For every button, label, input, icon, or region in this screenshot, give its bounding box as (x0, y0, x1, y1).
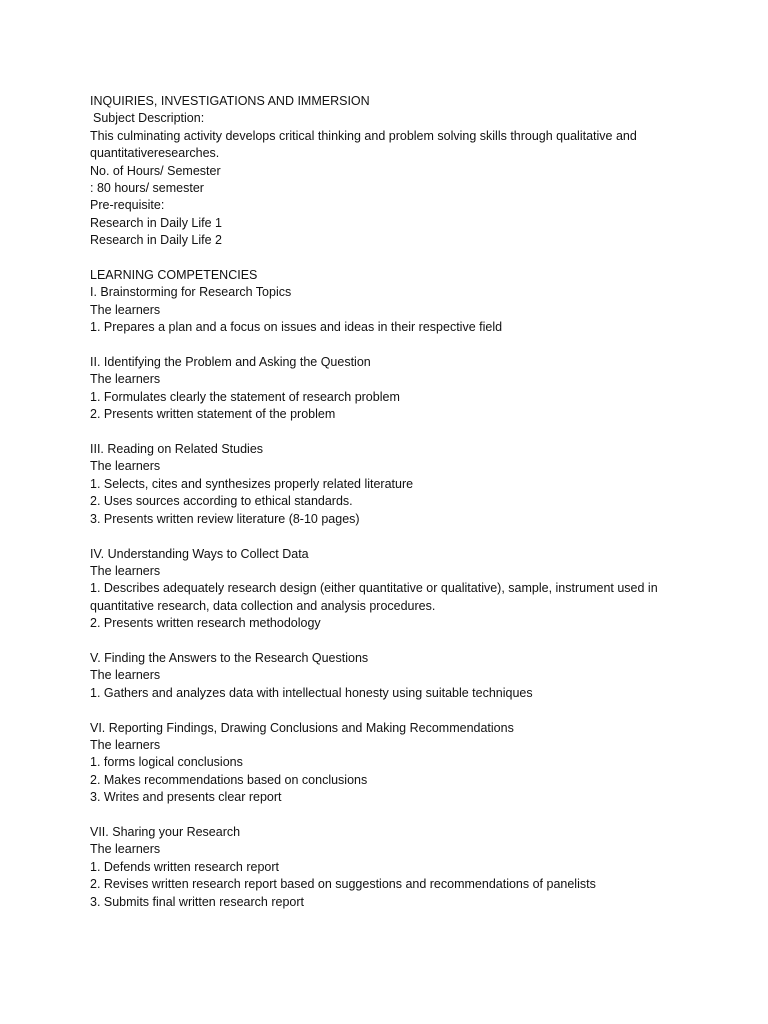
competency-item: 1. Formulates clearly the statement of research problem (90, 389, 400, 404)
competency-item: 3. Submits final written research report (90, 894, 304, 909)
prerequisite-label: Pre-requisite: (90, 198, 165, 213)
section-subtitle: The learners (90, 842, 161, 857)
spacer (90, 528, 710, 545)
section-title: IV. Understanding Ways to Collect Data (90, 546, 309, 561)
spacer (90, 633, 710, 650)
spacer (90, 250, 710, 267)
competency-section (90, 546, 710, 633)
competency-item: 1. Prepares a plan and a focus on issues and ideas in their respective field (90, 320, 503, 335)
subject-description-text: This culminating activity develops critical thinking and problem solving skills through qualitative and quantitativeresearches. (90, 128, 637, 161)
competency-item: 1. Defends written research report (90, 859, 279, 874)
competency-section (90, 824, 710, 911)
competency-item: 1. Gathers and analyzes data with intellectual honesty using suitable techniques (90, 685, 533, 700)
section-subtitle: The learners (90, 737, 161, 752)
competency-section (90, 284, 710, 336)
competency-item: 2. Revises written research report based on suggestions and recommendations of panelists (90, 877, 596, 892)
subject-description-label: Subject Description: (93, 111, 205, 126)
competency-item: 3. Writes and presents clear report (90, 790, 282, 805)
competency-item: 2. Uses sources according to ethical standards. (90, 494, 353, 509)
competency-item: 3. Presents written review literature (8-10 pages) (90, 511, 360, 526)
section-title: II. Identifying the Problem and Asking the Question (90, 355, 371, 370)
section-subtitle: The learners (90, 563, 161, 578)
document-title: INQUIRIES, INVESTIGATIONS AND IMMERSION (90, 94, 370, 108)
spacer (90, 424, 710, 441)
competency-item: 2. Presents written research methodology (90, 616, 321, 631)
competencies-heading: LEARNING COMPETENCIES (90, 268, 258, 283)
section-title: I. Brainstorming for Research Topics (90, 285, 292, 300)
spacer (90, 702, 710, 719)
spacer (90, 337, 710, 354)
competency-item: 2. Makes recommendations based on conclusions (90, 772, 368, 787)
competency-item: 1. Selects, cites and synthesizes properly related literature (90, 476, 414, 491)
competency-section (90, 354, 710, 424)
competency-section (90, 650, 710, 702)
section-subtitle: The learners (90, 668, 161, 683)
competency-section (90, 720, 710, 807)
section-subtitle: The learners (90, 372, 161, 387)
section-subtitle: The learners (90, 302, 161, 317)
section-subtitle: The learners (90, 459, 161, 474)
competency-item: 1. forms logical conclusions (90, 755, 243, 770)
hours-label: No. of Hours/ Semester (90, 163, 221, 178)
prerequisite-item: Research in Daily Life 2 (90, 233, 223, 248)
section-title: VI. Reporting Findings, Drawing Conclusions and Making Recommendations (90, 720, 514, 735)
section-title: V. Finding the Answers to the Research Questions (90, 650, 369, 665)
hours-value: : 80 hours/ semester (90, 181, 204, 196)
spacer (90, 807, 710, 824)
section-title: VII. Sharing your Research (90, 824, 241, 839)
competency-section (90, 441, 710, 528)
competency-item: 1. Describes adequately research design (either quantitative or qualitative), sample, instrument used in quantitative research, data collection and analysis procedures. (90, 581, 658, 613)
competency-item: 2. Presents written statement of the problem (90, 407, 336, 422)
prerequisite-item: Research in Daily Life 1 (90, 215, 223, 230)
document-page (90, 93, 710, 911)
section-title: III. Reading on Related Studies (90, 442, 264, 457)
